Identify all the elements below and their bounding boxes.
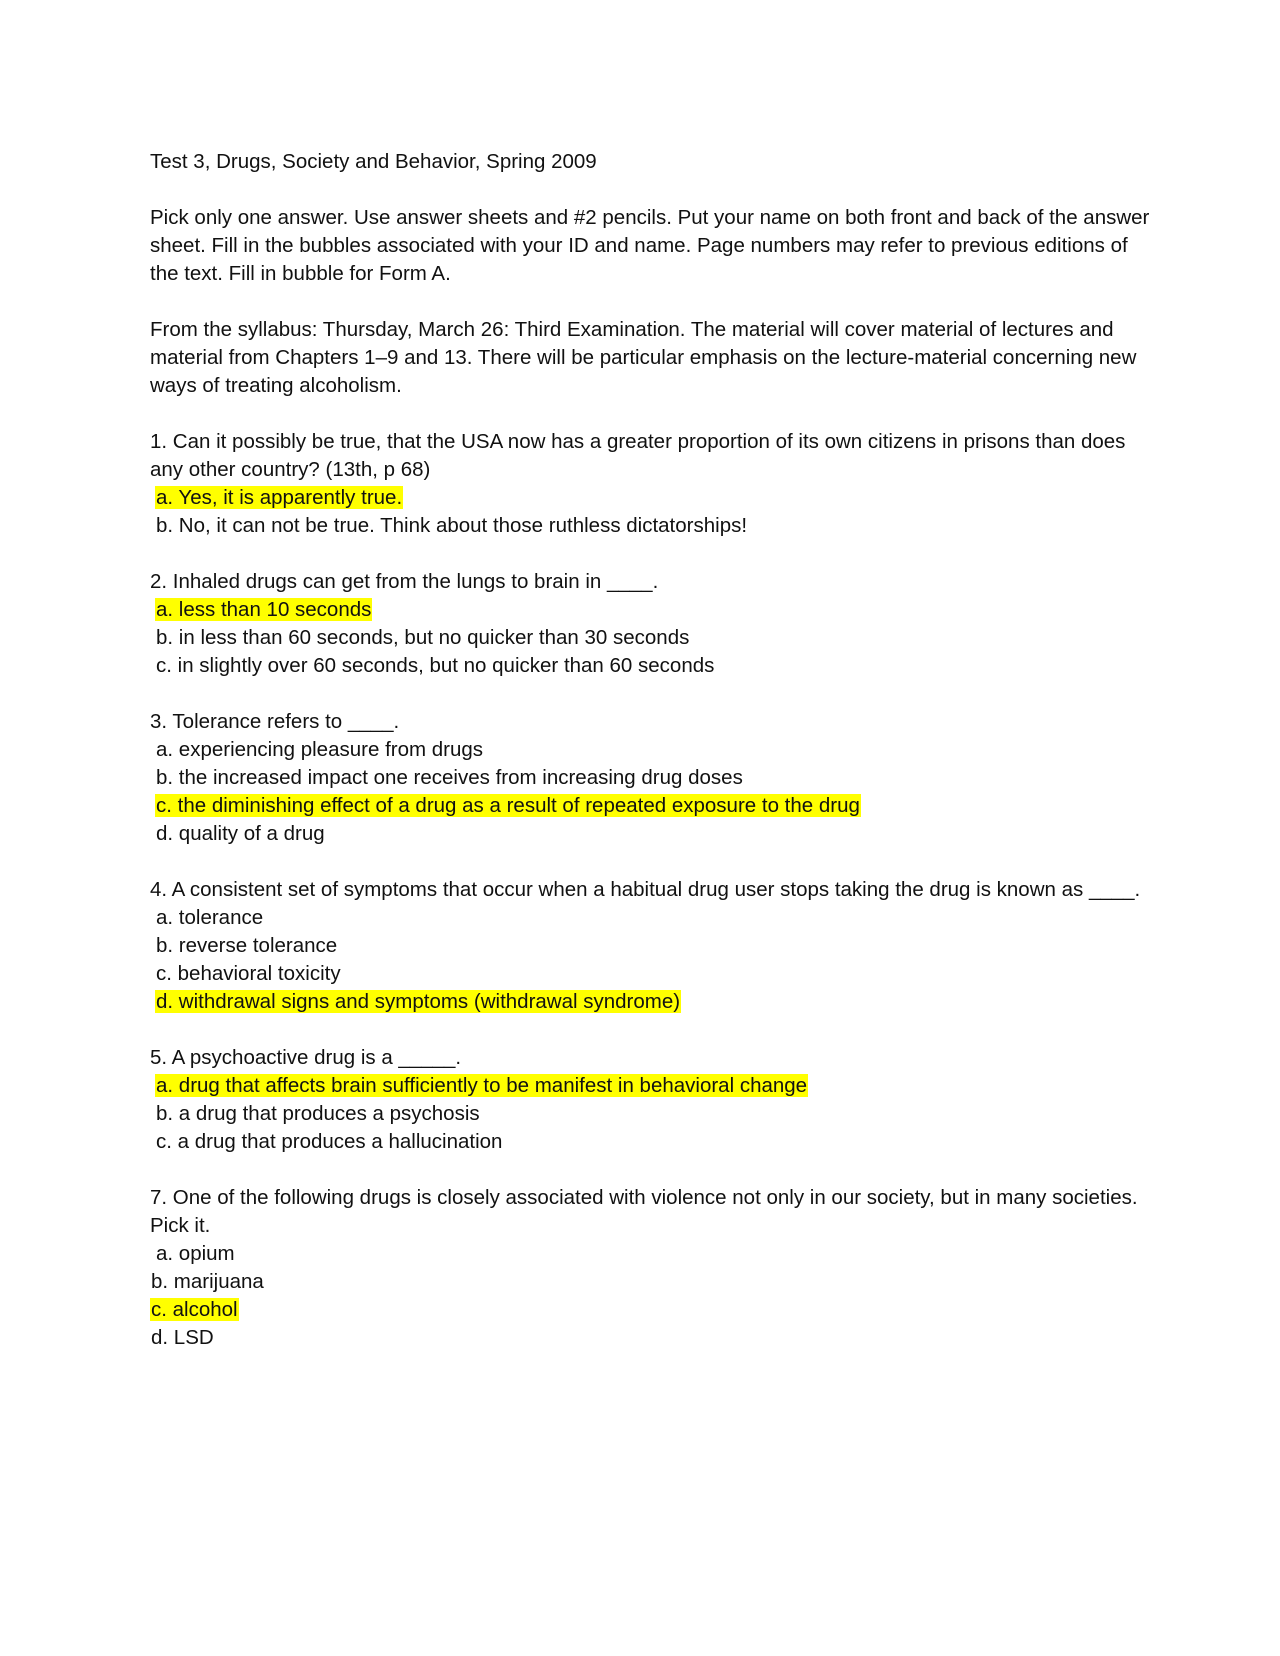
document-title: Test 3, Drugs, Society and Behavior, Spring 2009 bbox=[150, 150, 597, 173]
option-text: d. LSD bbox=[151, 1326, 214, 1349]
option-a bbox=[150, 484, 1150, 512]
option-text: a. experiencing pleasure from drugs bbox=[156, 738, 484, 761]
question-7 bbox=[150, 1184, 1150, 1352]
option-c bbox=[150, 1296, 1150, 1324]
question-1 bbox=[150, 428, 1150, 540]
syllabus-note-paragraph: From the syllabus: Thursday, March 26: Third Examination. The material will cover material of lectures and material from Chapters 1–9 and 13. There will be particular emphasis on the lecture-material concerning new ways of treating alcoholism. bbox=[150, 318, 1137, 397]
document-page bbox=[150, 148, 1150, 1380]
option-text: a. opium bbox=[156, 1242, 235, 1265]
option-b bbox=[150, 1100, 1150, 1128]
option-d bbox=[150, 820, 1150, 848]
option-text: a. less than 10 seconds bbox=[156, 598, 372, 621]
question-5 bbox=[150, 1044, 1150, 1156]
option-text: b. in less than 60 seconds, but no quicker than 30 seconds bbox=[156, 626, 690, 649]
option-text: a. tolerance bbox=[156, 906, 264, 929]
option-c bbox=[150, 652, 1150, 680]
option-c bbox=[150, 792, 1150, 820]
option-b bbox=[150, 1268, 1150, 1296]
option-text: a. drug that affects brain sufficiently to be manifest in behavioral change bbox=[156, 1074, 808, 1097]
option-text: d. withdrawal signs and symptoms (withdrawal syndrome) bbox=[156, 990, 681, 1013]
option-a bbox=[150, 596, 1150, 624]
question-stem: 2. Inhaled drugs can get from the lungs to brain in ____. bbox=[150, 570, 659, 593]
question-3 bbox=[150, 708, 1150, 848]
option-b bbox=[150, 764, 1150, 792]
option-text: b. No, it can not be true. Think about those ruthless dictatorships! bbox=[156, 514, 748, 537]
option-a bbox=[150, 1240, 1150, 1268]
question-stem: 7. One of the following drugs is closely associated with violence not only in our society, but in many societies. Pick it. bbox=[150, 1186, 1138, 1237]
option-b bbox=[150, 624, 1150, 652]
option-a bbox=[150, 1072, 1150, 1100]
option-text: b. a drug that produces a psychosis bbox=[156, 1102, 480, 1125]
question-stem: 3. Tolerance refers to ____. bbox=[150, 710, 400, 733]
option-text: b. marijuana bbox=[151, 1270, 264, 1293]
option-text: b. the increased impact one receives from increasing drug doses bbox=[156, 766, 743, 789]
question-stem: 4. A consistent set of symptoms that occur when a habitual drug user stops taking the drug is known as ____. bbox=[150, 878, 1141, 901]
option-a bbox=[150, 904, 1150, 932]
option-text: c. behavioral toxicity bbox=[156, 962, 341, 985]
option-text: c. the diminishing effect of a drug as a result of repeated exposure to the drug bbox=[156, 794, 860, 817]
option-text: c. in slightly over 60 seconds, but no quicker than 60 seconds bbox=[156, 654, 715, 677]
option-d bbox=[150, 1324, 1150, 1352]
instructions-paragraph: Pick only one answer. Use answer sheets and #2 pencils. Put your name on both front and back of the answer sheet. Fill in the bubbles associated with your ID and name. Page numbers may refer to previous editions of the text. Fill in bubble for Form A. bbox=[150, 206, 1150, 285]
option-b bbox=[150, 512, 1150, 540]
option-text: d. quality of a drug bbox=[156, 822, 325, 845]
option-text: a. Yes, it is apparently true. bbox=[156, 486, 403, 509]
option-c bbox=[150, 1128, 1150, 1156]
option-text: c. a drug that produces a hallucination bbox=[156, 1130, 503, 1153]
question-stem: 1. Can it possibly be true, that the USA now has a greater proportion of its own citizens in prisons than does any other country? (13th, p 68) bbox=[150, 430, 1126, 481]
option-text: b. reverse tolerance bbox=[156, 934, 338, 957]
question-2 bbox=[150, 568, 1150, 680]
question-4 bbox=[150, 876, 1150, 1016]
option-a bbox=[150, 736, 1150, 764]
option-c bbox=[150, 960, 1150, 988]
question-stem: 5. A psychoactive drug is a _____. bbox=[150, 1046, 462, 1069]
option-text: c. alcohol bbox=[151, 1298, 238, 1321]
option-b bbox=[150, 932, 1150, 960]
option-d bbox=[150, 988, 1150, 1016]
